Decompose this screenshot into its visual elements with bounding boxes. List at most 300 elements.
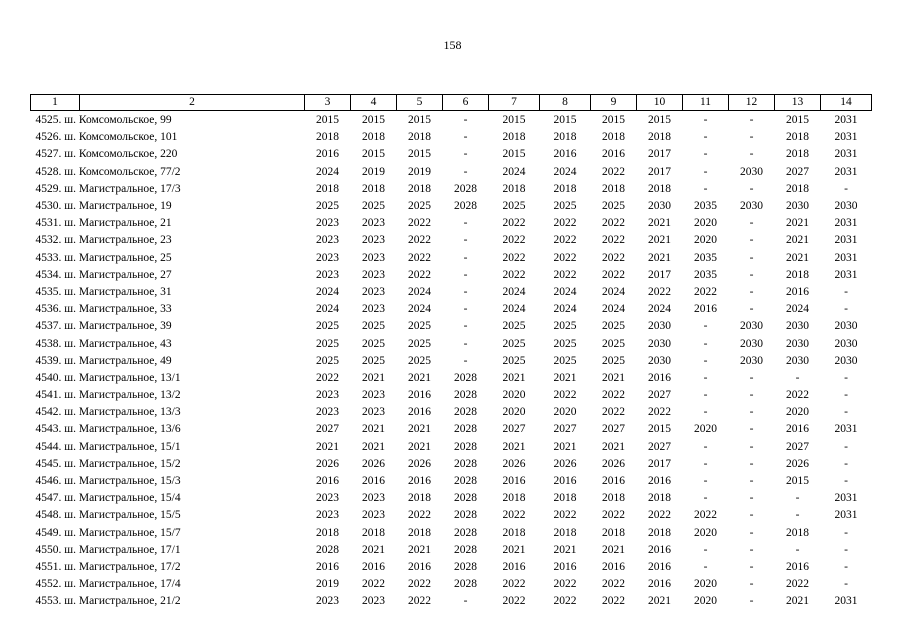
year-cell: 2015	[648, 114, 671, 127]
table-row	[31, 404, 872, 421]
year-cell: 2016	[694, 303, 717, 316]
year-cell: 2016	[553, 148, 577, 161]
year-cell: 2022	[408, 578, 431, 591]
year-cell: 2028	[454, 371, 477, 384]
year-cell: 2018	[502, 526, 526, 539]
year-cell: 2016	[408, 475, 431, 488]
address-cell: 4539. ш. Магистральное, 49	[35, 354, 172, 367]
year-cell: 2030	[740, 320, 763, 333]
year-cell: -	[749, 492, 754, 505]
year-cell: 2028	[454, 389, 477, 402]
year-cell: 2028	[316, 543, 339, 556]
column-header: 1	[31, 95, 80, 111]
year-cell: 2026	[316, 457, 339, 470]
address-cell: 4546. ш. Магистральное, 15/3	[35, 475, 181, 488]
year-cell: 2020	[502, 406, 526, 419]
year-cell: 2030	[648, 337, 671, 350]
year-cell: 2015	[408, 148, 431, 161]
year-cell: 2021	[408, 371, 431, 384]
year-cell: 2021	[502, 371, 526, 384]
address-cell: 4530. ш. Магистральное, 19	[35, 200, 172, 213]
address-cell: 4526. ш. Комсомольское, 101	[35, 131, 178, 144]
year-cell: -	[844, 303, 848, 316]
table-row	[31, 439, 872, 456]
year-cell: 2015	[786, 475, 809, 488]
year-cell: 2022	[502, 234, 526, 247]
year-cell: 2023	[362, 509, 385, 522]
year-cell: 2021	[648, 595, 671, 608]
year-cell: 2015	[316, 114, 339, 127]
year-cell: 2021	[786, 217, 809, 230]
year-cell: 2022	[602, 234, 625, 247]
year-cell: -	[703, 543, 708, 556]
address-cell: 4544. ш. Магистральное, 15/1	[35, 440, 181, 453]
year-cell: 2025	[408, 337, 431, 350]
table-row	[31, 301, 872, 318]
year-cell: 2028	[454, 543, 477, 556]
year-cell: 2018	[408, 492, 431, 505]
year-cell: 2022	[553, 268, 577, 281]
year-cell: -	[703, 475, 708, 488]
year-cell: 2031	[834, 165, 858, 178]
column-header: 12	[729, 95, 775, 111]
year-cell: 2021	[553, 440, 577, 453]
address-cell: 4550. ш. Магистральное, 17/1	[35, 543, 181, 556]
year-cell: 2016	[786, 285, 809, 298]
year-cell: 2024	[602, 303, 625, 316]
year-cell: 2018	[648, 131, 671, 144]
year-cell: 2027	[502, 423, 526, 436]
year-cell: 2020	[694, 595, 717, 608]
year-cell: 2031	[834, 268, 858, 281]
year-cell: 2022	[553, 251, 577, 264]
table-row	[31, 353, 872, 370]
address-cell: 4537. ш. Магистральное, 39	[35, 320, 172, 333]
year-cell: 2015	[553, 114, 577, 127]
year-cell: 2024	[316, 285, 339, 298]
year-cell: 2022	[648, 285, 671, 298]
year-cell: 2026	[553, 457, 577, 470]
year-cell: 2016	[408, 560, 431, 573]
year-cell: -	[463, 148, 468, 161]
year-cell: 2025	[602, 200, 625, 213]
year-cell: -	[703, 114, 708, 127]
year-cell: 2016	[648, 475, 671, 488]
year-cell: 2022	[602, 268, 625, 281]
year-cell: -	[795, 509, 800, 522]
data-table	[30, 94, 872, 610]
table-row	[31, 232, 872, 249]
year-cell: 2023	[362, 251, 385, 264]
address-cell: 4553. ш. Магистральное, 21/2	[35, 595, 181, 608]
year-cell: 2022	[602, 595, 625, 608]
year-cell: 2035	[694, 251, 717, 264]
year-cell: 2027	[786, 165, 809, 178]
year-cell: 2026	[362, 457, 385, 470]
year-cell: 2025	[362, 320, 385, 333]
year-cell: 2028	[454, 509, 477, 522]
year-cell: 2020	[694, 526, 717, 539]
year-cell: 2031	[834, 492, 858, 505]
year-cell: 2021	[553, 543, 577, 556]
year-cell: 2022	[408, 217, 431, 230]
year-cell: 2025	[502, 337, 526, 350]
year-cell: 2024	[553, 285, 577, 298]
column-header: 6	[443, 95, 489, 111]
year-cell: 2018	[602, 182, 625, 195]
year-cell: 2025	[553, 337, 577, 350]
year-cell: -	[749, 268, 754, 281]
year-cell: -	[749, 303, 754, 316]
year-cell: 2018	[553, 526, 577, 539]
year-cell: -	[844, 578, 848, 591]
year-cell: 2025	[602, 337, 625, 350]
year-cell: 2016	[786, 423, 809, 436]
year-cell: 2024	[502, 285, 526, 298]
year-cell: -	[844, 543, 848, 556]
year-cell: 2030	[648, 354, 671, 367]
address-cell: 4527. ш. Комсомольское, 220	[35, 148, 178, 161]
year-cell: 2021	[502, 440, 526, 453]
year-cell: 2022	[553, 578, 577, 591]
year-cell: 2026	[502, 457, 526, 470]
table-row	[31, 111, 872, 130]
address-cell: 4536. ш. Магистральное, 33	[35, 303, 172, 316]
year-cell: -	[463, 234, 468, 247]
year-cell: 2030	[740, 337, 763, 350]
year-cell: -	[749, 457, 754, 470]
column-header: 4	[351, 95, 397, 111]
year-cell: -	[749, 251, 754, 264]
year-cell: -	[749, 543, 754, 556]
year-cell: 2028	[454, 492, 477, 505]
table-row	[31, 507, 872, 524]
year-cell: 2022	[553, 595, 577, 608]
year-cell: 2031	[834, 251, 858, 264]
year-cell: 2023	[316, 406, 339, 419]
year-cell: 2023	[316, 492, 339, 505]
year-cell: 2016	[648, 543, 671, 556]
year-cell: 2021	[602, 440, 625, 453]
year-cell: 2020	[694, 423, 717, 436]
year-cell: 2021	[502, 543, 526, 556]
year-cell: -	[749, 406, 754, 419]
table-row	[31, 129, 872, 146]
year-cell: -	[463, 320, 468, 333]
year-cell: 2023	[362, 217, 385, 230]
year-cell: 2018	[362, 182, 385, 195]
year-cell: 2023	[362, 268, 385, 281]
year-cell: 2023	[362, 234, 385, 247]
year-cell: -	[703, 406, 708, 419]
table-row	[31, 473, 872, 490]
year-cell: 2022	[786, 389, 809, 402]
table-row	[31, 250, 872, 267]
table-row	[31, 387, 872, 404]
table-row	[31, 525, 872, 542]
address-cell: 4525. ш. Комсомольское, 99	[35, 114, 172, 127]
year-cell: 2025	[362, 354, 385, 367]
year-cell: 2027	[648, 389, 671, 402]
year-cell: 2028	[454, 475, 477, 488]
table-row	[31, 490, 872, 507]
year-cell: 2015	[362, 114, 385, 127]
year-cell: -	[703, 560, 708, 573]
year-cell: 2024	[408, 285, 431, 298]
year-cell: 2026	[602, 457, 625, 470]
year-cell: 2021	[786, 234, 809, 247]
year-cell: 2025	[408, 320, 431, 333]
column-header: 8	[540, 95, 591, 111]
year-cell: -	[703, 131, 708, 144]
year-cell: 2022	[648, 509, 671, 522]
year-cell: 2031	[834, 114, 858, 127]
address-cell: 4551. ш. Магистральное, 17/2	[35, 560, 181, 573]
table-row	[31, 164, 872, 181]
year-cell: -	[749, 182, 754, 195]
year-cell: 2022	[408, 509, 431, 522]
column-header: 9	[591, 95, 637, 111]
year-cell: 2031	[834, 595, 858, 608]
year-cell: -	[844, 389, 848, 402]
year-cell: 2021	[362, 423, 385, 436]
address-cell: 4534. ш. Магистральное, 27	[35, 268, 172, 281]
year-cell: -	[703, 492, 708, 505]
table-row	[31, 576, 872, 593]
year-cell: 2018	[602, 131, 625, 144]
year-cell: 2021	[553, 371, 577, 384]
year-cell: -	[844, 475, 848, 488]
year-cell: 2022	[502, 509, 526, 522]
year-cell: 2022	[502, 268, 526, 281]
year-cell: 2025	[316, 200, 339, 213]
year-cell: 2023	[316, 251, 339, 264]
year-cell: 2018	[602, 526, 625, 539]
year-cell: 2022	[362, 578, 385, 591]
year-cell: 2019	[408, 165, 431, 178]
year-cell: 2025	[502, 200, 526, 213]
table-row	[31, 370, 872, 387]
year-cell: 2021	[602, 543, 625, 556]
year-cell: -	[795, 492, 800, 505]
year-cell: 2022	[408, 268, 431, 281]
year-cell: 2021	[408, 423, 431, 436]
year-cell: -	[844, 285, 848, 298]
column-header: 10	[637, 95, 683, 111]
year-cell: -	[463, 285, 468, 298]
year-cell: 2021	[648, 234, 671, 247]
year-cell: -	[749, 526, 754, 539]
year-cell: 2028	[454, 182, 477, 195]
table-row	[31, 215, 872, 232]
address-cell: 4532. ш. Магистральное, 23	[35, 234, 172, 247]
year-cell: 2028	[454, 406, 477, 419]
year-cell: 2018	[316, 182, 339, 195]
year-cell: -	[795, 543, 800, 556]
year-cell: 2030	[786, 354, 809, 367]
year-cell: 2035	[694, 200, 717, 213]
year-cell: -	[703, 182, 708, 195]
year-cell: -	[703, 320, 708, 333]
year-cell: -	[844, 182, 848, 195]
year-cell: -	[703, 371, 708, 384]
year-cell: -	[844, 406, 848, 419]
year-cell: -	[749, 423, 754, 436]
address-cell: 4533. ш. Магистральное, 25	[35, 251, 172, 264]
year-cell: 2021	[362, 543, 385, 556]
year-cell: 2023	[316, 389, 339, 402]
year-cell: -	[749, 114, 754, 127]
year-cell: 2030	[834, 354, 858, 367]
year-cell: 2025	[602, 354, 625, 367]
year-cell: 2017	[648, 457, 671, 470]
year-cell: 2018	[786, 148, 809, 161]
year-cell: 2021	[648, 217, 671, 230]
year-cell: -	[749, 285, 754, 298]
address-cell: 4542. ш. Магистральное, 13/3	[35, 406, 181, 419]
year-cell: 2022	[602, 406, 625, 419]
year-cell: -	[749, 578, 754, 591]
year-cell: 2030	[834, 337, 858, 350]
year-cell: 2031	[834, 148, 858, 161]
year-cell: -	[463, 251, 468, 264]
year-cell: 2027	[786, 440, 809, 453]
year-cell: 2018	[553, 492, 577, 505]
year-cell: -	[703, 148, 708, 161]
year-cell: 2016	[502, 475, 526, 488]
year-cell: 2018	[553, 131, 577, 144]
year-cell: -	[463, 354, 468, 367]
year-cell: 2025	[408, 200, 431, 213]
year-cell: 2030	[648, 200, 671, 213]
year-cell: 2022	[408, 234, 431, 247]
year-cell: 2024	[316, 165, 339, 178]
year-cell: 2015	[602, 114, 625, 127]
year-cell: 2017	[648, 148, 671, 161]
year-cell: 2023	[362, 595, 385, 608]
column-header: 14	[821, 95, 872, 111]
year-cell: 2035	[694, 268, 717, 281]
table-row	[31, 335, 872, 352]
year-cell: 2018	[316, 131, 339, 144]
address-cell: 4548. ш. Магистральное, 15/5	[35, 509, 181, 522]
table-row	[31, 267, 872, 284]
table-row	[31, 146, 872, 163]
year-cell: 2022	[602, 217, 625, 230]
year-cell: 2021	[408, 543, 431, 556]
table-row	[31, 456, 872, 473]
year-cell: 2030	[740, 165, 763, 178]
year-cell: 2022	[316, 371, 339, 384]
column-header: 5	[397, 95, 443, 111]
year-cell: 2022	[502, 217, 526, 230]
year-cell: 2024	[502, 165, 526, 178]
year-cell: 2022	[502, 251, 526, 264]
address-cell: 4541. ш. Магистральное, 13/2	[35, 389, 181, 402]
year-cell: 2025	[362, 337, 385, 350]
year-cell: 2023	[316, 268, 339, 281]
year-cell: 2022	[408, 595, 431, 608]
year-cell: 2018	[786, 131, 809, 144]
year-cell: 2025	[553, 354, 577, 367]
year-cell: 2030	[740, 354, 763, 367]
year-cell: -	[463, 595, 468, 608]
year-cell: 2025	[316, 354, 339, 367]
year-cell: 2016	[648, 560, 671, 573]
year-cell: 2025	[362, 200, 385, 213]
year-cell: 2018	[408, 526, 431, 539]
year-cell: 2021	[786, 251, 809, 264]
year-cell: 2021	[362, 371, 385, 384]
year-cell: 2022	[553, 509, 577, 522]
year-cell: 2018	[553, 182, 577, 195]
year-cell: 2025	[553, 320, 577, 333]
year-cell: 2028	[454, 578, 477, 591]
year-cell: 2016	[408, 406, 431, 419]
year-cell: 2027	[316, 423, 339, 436]
year-cell: 2018	[316, 526, 339, 539]
year-cell: 2020	[694, 217, 717, 230]
year-cell: -	[463, 268, 468, 281]
year-cell: 2024	[602, 285, 625, 298]
year-cell: 2027	[602, 423, 625, 436]
year-cell: -	[749, 509, 754, 522]
year-cell: 2016	[316, 560, 339, 573]
year-cell: 2023	[362, 303, 385, 316]
year-cell: 2018	[502, 131, 526, 144]
year-cell: 2023	[362, 492, 385, 505]
year-cell: 2027	[553, 423, 577, 436]
year-cell: 2028	[454, 457, 477, 470]
address-cell: 4529. ш. Магистральное, 17/3	[35, 182, 181, 195]
year-cell: 2022	[648, 406, 671, 419]
year-cell: 2023	[316, 217, 339, 230]
year-cell: 2023	[316, 509, 339, 522]
year-cell: -	[749, 440, 754, 453]
year-cell: 2015	[786, 114, 809, 127]
year-cell: 2028	[454, 440, 477, 453]
year-cell: 2016	[602, 560, 625, 573]
column-header: 11	[683, 95, 729, 111]
year-cell: 2018	[362, 131, 385, 144]
year-cell: 2022	[602, 509, 625, 522]
year-cell: -	[844, 440, 848, 453]
year-cell: 2016	[408, 389, 431, 402]
year-cell: -	[703, 165, 708, 178]
year-cell: 2016	[648, 371, 671, 384]
year-cell: -	[463, 337, 468, 350]
year-cell: 2030	[786, 337, 809, 350]
year-cell: 2021	[786, 595, 809, 608]
year-cell: 2018	[602, 492, 625, 505]
table-row	[31, 559, 872, 576]
year-cell: 2022	[694, 285, 717, 298]
year-cell: 2020	[694, 234, 717, 247]
year-cell: 2018	[362, 526, 385, 539]
address-cell: 4531. ш. Магистральное, 21	[35, 217, 172, 230]
column-header: 7	[489, 95, 540, 111]
year-cell: 2018	[786, 526, 809, 539]
year-cell: -	[749, 217, 754, 230]
year-cell: -	[749, 234, 754, 247]
year-cell: -	[844, 371, 848, 384]
year-cell: 2028	[454, 560, 477, 573]
year-cell: 2024	[648, 303, 671, 316]
year-cell: -	[749, 371, 754, 384]
year-cell: 2018	[408, 131, 431, 144]
year-cell: 2022	[408, 251, 431, 264]
year-cell: 2020	[786, 406, 809, 419]
